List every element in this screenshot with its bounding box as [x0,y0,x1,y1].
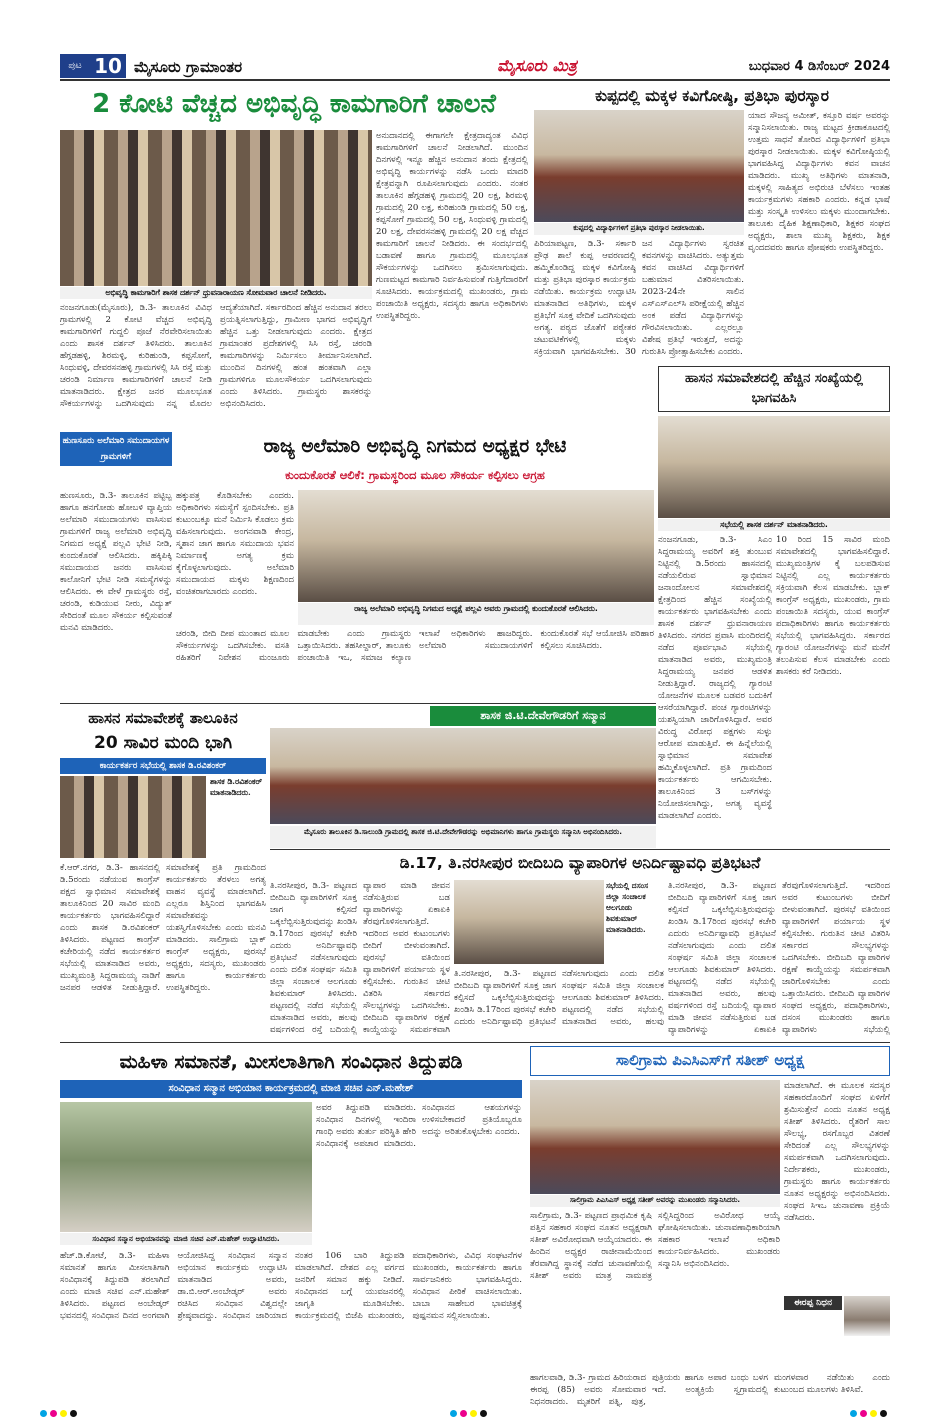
page-label: ಪುಟ [60,54,90,78]
story8-column-right: ಅವರ ತಿದ್ದುಪಡಿ ಮಾಡಿದರು. ಸಂವಿಧಾನ ದಿನಗಳಲ್ಲಿ ಇಂದಿರಾ ಗಾಂಧಿ ಅವರು ತುರ್ತು ಪರಿಸ್ಥಿತಿ ಹೇರಿ ಸಂವಿಧಾನಕ್ಕೆ ಅಪಚಾರ ಮಾಡಿದರು. ಸಂವಿಧಾನದ ಆಶಯಗಳನ್ನು ಉಳಿಸಬೇಕಾದರೆ ಪ್ರತಿಯೊಬ್ಬರೂ ಅದನ್ನು ಅರಿತುಕೊಳ್ಳಬೇಕು ಎಂದರು. [316,1103,522,1149]
story2-column-right: ಯಾದ ಸೌಜನ್ಯ ಅಮೀತ್, ಕಸ್ತೂರಿ ವರ್ಷ ಅವರನ್ನು ಸನ್ಮಾನಿಸಲಾಯಿತು. ರಾಜ್ಯ ಮಟ್ಟದ ಕ್ರೀಡಾಕೂಟದಲ್ಲಿ ಉತ್ತಮ ಸಾಧನೆ ತೋರಿದ ವಿದ್ಯಾರ್ಥಿಗಳಿಗೆ ಪ್ರತಿಭಾ ಪುರಸ್ಕಾರ ನೀಡಲಾಯಿತು. ಮಕ್ಕಳ ಕವಿಗೋಷ್ಠಿಯಲ್ಲಿ ಭಾಗವಹಿಸಿದ್ದ ವಿದ್ಯಾರ್ಥಿಗಳು ಕವನ ವಾಚನ ಮಾಡಿದರು. ಮುಖ್ಯ ಅತಿಥಿಗಳು ಮಾತನಾಡಿ, ಮಕ್ಕಳಲ್ಲಿ ಸಾಹಿತ್ಯದ ಅಭಿರುಚಿ ಬೆಳೆಸಲು ಇಂತಹ ಕಾರ್ಯಕ್ರಮಗಳು ಸಹಕಾರಿ ಎಂದರು. ಕನ್ನಡ ಭಾಷೆ ಮತ್ತು ಸಂಸ್ಕೃತಿ ಉಳಿಸಲು ಮಕ್ಕಳು ಮುಂದಾಗಬೇಕು. ತಾಲೂಕು ದೈಹಿಕ ಶಿಕ್ಷಣಾಧಿಕಾರಿ, ಶಿಕ್ಷಕರ ಸಂಘದ ಅಧ್ಯಕ್ಷರು, ಶಾಲಾ ಮುಖ್ಯ ಶಿಕ್ಷಕರು, ಶಿಕ್ಷಕ ವೃಂದದವರು ಹಾಗೂ ಪೋಷಕರು ಉಪಸ್ಥಿತರಿದ್ದರು. [748,111,890,253]
story2-body: ಪಿರಿಯಾಪಟ್ಟಣ, ಡಿ.3- ಸರ್ಕಾರಿ ಪ್ರೌಢ ಶಾಲೆ ಕುಪ್ಪ ಆವರಣದಲ್ಲಿ ಹಮ್ಮಿಕೊಂಡಿದ್ದ ಮಕ್ಕಳ ಕವಿಗೋಷ್ಠಿ ಮತ್ತು ಪ್ರತಿಭಾ ಪುರಸ್ಕಾರ ಕಾರ್ಯಕ್ರಮ ನಡೆಯಿತು. ಕಾರ್ಯಕ್ರಮ ಉದ್ಘಾಟಿಸಿ ಮಾತನಾಡಿದ ಅತಿಥಿಗಳು, ಮಕ್ಕಳ ಪ್ರತಿಭೆಗೆ ಸೂಕ್ತ ವೇದಿಕೆ ಒದಗಿಸುವುದು ಅಗತ್ಯ. ಪಠ್ಯದ ಜೊತೆಗೆ ಪಠ್ಯೇತರ ಚಟುವಟಿಕೆಗಳಲ್ಲಿ ಮಕ್ಕಳು ಸಕ್ರಿಯವಾಗಿ ಭಾಗವಹಿಸಬೇಕು. 30 ಜನ ವಿದ್ಯಾರ್ಥಿಗಳು ಸ್ವರಚಿತ ಕವನಗಳನ್ನು ವಾಚಿಸಿದರು. ಅತ್ಯುತ್ತಮ ಕವನ ವಾಚಿಸಿದ ವಿದ್ಯಾರ್ಥಿಗಳಿಗೆ ಬಹುಮಾನ ವಿತರಿಸಲಾಯಿತು. 2023-24ನೇ ಸಾಲಿನ ಎಸ್ಎಸ್ಎಲ್‌ಸಿ ಪರೀಕ್ಷೆಯಲ್ಲಿ ಹೆಚ್ಚಿನ ಅಂಕ ಪಡೆದ ವಿದ್ಯಾರ್ಥಿಗಳನ್ನು ಗೌರವಿಸಲಾಯಿತು. ಎಲ್ಲರಲ್ಲೂ ವಿಶೇಷ ಪ್ರತಿಭೆ ಇರುತ್ತದೆ, ಅದನ್ನು ಗುರುತಿಸಿ ಪ್ರೋತ್ಸಾಹಿಸಬೇಕು ಎಂದರು. [534,239,744,357]
story7-inset-caption: ಸಭೆಯಲ್ಲಿ ದಸಂಸ ಜಿಲ್ಲಾ ಸಂಚಾಲಕ ಆಲಗೂಡು ಶಿವಕುಮಾರ್ ಮಾತನಾಡಿದರು. [606,881,649,934]
story4-headline: ರಾಜ್ಯ ಅಲೆಮಾರಿ ಅಭಿವೃದ್ಧಿ ನಿಗಮದ ಅಧ್ಯಕ್ಷರ ಭೇಟಿ [263,436,567,457]
section-title: ಮೈಸೂರು ಗ್ರಾಮಾಂತರ [134,58,243,76]
story1-headline: 2 ಕೋಟಿ ವೆಚ್ಚದ ಅಭಿವೃದ್ಧಿ ಕಾಮಗಾರಿಗೆ ಚಾಲನೆ [92,89,496,119]
story2-headline: ಕುಪ್ಪದಲ್ಲಿ ಮಕ್ಕಳ ಕವಿಗೋಷ್ಠಿ, ಪ್ರತಿಭಾ ಪುರಸ್ಕಾರ [595,87,829,105]
story8-banner: ಸಂವಿಧಾನ ಸನ್ಮಾನ ಅಭಿಯಾನ ಕಾರ್ಯಕ್ರಮದಲ್ಲಿ ಮಾಜಿ ಸಚಿವ ಎನ್.ಮಹೇಶ್ [60,1080,522,1098]
story9-photo [530,1080,780,1194]
story7-body-lower: ತಿ.ನರಸೀಪುರ, ಡಿ.3- ಪಟ್ಟಣದ ಬೀದಿಬದಿ ವ್ಯಾಪಾರಿಗಳಿಗೆ ಸೂಕ್ತ ಜಾಗ ಕಲ್ಪಿಸದೆ ಒಕ್ಕಲೆಬ್ಬಿಸುತ್ತಿರುವುದನ್ನು ಖಂಡಿಸಿ ಡಿ.17ರಿಂದ ಪುರಸಭೆ ಕಚೇರಿ ಎದುರು ಅನಿರ್ದಿಷ್ಟಾವಧಿ ಪ್ರತಿಭಟನೆ ನಡೆಸಲಾಗುವುದು ಎಂದು ದಲಿತ ಸಂಘರ್ಷ ಸಮಿತಿ ಜಿಲ್ಲಾ ಸಂಚಾಲಕ ಆಲಗೂಡು ಶಿವಕುಮಾರ್ ತಿಳಿಸಿದರು. ಪಟ್ಟಣದಲ್ಲಿ ನಡೆದ ಸಭೆಯಲ್ಲಿ ಮಾತನಾಡಿದ ಅವರು, ಹಲವು [454,969,664,1027]
registration-dots-right [850,1410,900,1418]
story8-caption: ಸಂವಿಧಾನ ಸನ್ಮಾನ ಅಭಿಯಾನವನ್ನು ಮಾಜಿ ಸಚಿವ ಎನ್.ಮಹೇಶ್ ಉದ್ಘಾಟಿಸಿದರು. [60,1233,312,1245]
story1-column-right: ಅನುದಾನದಲ್ಲಿ ಈಗಾಗಲೇ ಕ್ಷೇತ್ರದಾದ್ಯಂತ ವಿವಿಧ ಕಾಮಗಾರಿಗಳಿಗೆ ಚಾಲನೆ ನೀಡಲಾಗಿದೆ. ಮುಂದಿನ ದಿನಗಳಲ್ಲಿ ಇನ್ನೂ ಹೆಚ್ಚಿನ ಅನುದಾನ ತಂದು ಕ್ಷೇತ್ರದಲ್ಲಿ ಅಭಿವೃದ್ಧಿ ಕಾರ್ಯಗಳನ್ನು ನಡೆಸಿ ಒಂದು ಮಾದರಿ ಕ್ಷೇತ್ರವನ್ನಾಗಿ ರೂಪಿಸಲಾಗುವುದು ಎಂದರು. ನಂತರ ತಾಲೂಕಿನ ಹೆಗ್ಗಡಹಳ್ಳಿ ಗ್ರಾಮದಲ್ಲಿ 20 ಲಕ್ಷ, ಶಿರಮಳ್ಳಿ ಗ್ರಾಮದಲ್ಲಿ 20 ಲಕ್ಷ, ಕುರಿಹುಂಡಿ ಗ್ರಾಮದಲ್ಲಿ 50 ಲಕ್ಷ, ಕಪ್ಪಸೋಗೆ ಗ್ರಾಮದಲ್ಲಿ 50 ಲಕ್ಷ, ಸಿಂಧುವಳ್ಳಿ ಗ್ರಾಮದಲ್ಲಿ 20 ಲಕ್ಷ, ದೇವರಸನಹಳ್ಳಿ ಗ್ರಾಮದಲ್ಲಿ 20 ಲಕ್ಷ ವೆಚ್ಚದ ಕಾಮಗಾರಿಗೆ ಚಾಲನೆ ನೀಡಿದರು. ಈ ಸಂದರ್ಭದಲ್ಲಿ ಬಡಾವಣೆ ಹಾಗೂ ಗ್ರಾಮದಲ್ಲಿ ಮೂಲಭೂತ ಸೌಕರ್ಯಗಳನ್ನು ಒದಗಿಸಲು ಶ್ರಮಿಸಲಾಗುವುದು. ಗುಣಮಟ್ಟದ ಕಾಮಗಾರಿ ನಿರ್ವಹಿಸುವಂತೆ ಗುತ್ತಿಗೆದಾರರಿಗೆ ಸೂಚಿಸಿದರು. ಕಾರ್ಯಕ್ರಮದಲ್ಲಿ ಮುಖಂಡರು, ಗ್ರಾಮ ಪಂಚಾಯಿತಿ ಅಧ್ಯಕ್ಷರು, ಸದಸ್ಯರು ಹಾಗೂ ಅಧಿಕಾರಿಗಳು ಉಪಸ್ಥಿತರಿದ್ದರು. [376,131,528,321]
story9-caption: ಸಾಲಿಗ್ರಾಮ ಪಿಎಸಿಎಸ್ ಅಧ್ಯಕ್ಷ ಸತೀಶ್ ಅವರನ್ನು ಮುಖಂಡರು ಸನ್ಮಾನಿಸಿದರು. [530,1195,780,1207]
story4-body-a: ಹುಣಸೂರು, ಡಿ.3- ತಾಲೂಕಿನ ಪಟ್ಟಿಬ್ಬ ಹಾಗೂ ಹನಗೋಡು ಹೋಬಳಿ ವ್ಯಾಪ್ತಿಯ ಅಲೆಮಾರಿ ಸಮುದಾಯಗಳು ವಾಸಿಸುವ ಗ್ರಾಮಗಳಿಗೆ ರಾಜ್ಯ ಅಲೆಮಾರಿ ಅಭಿವೃದ್ಧಿ ನಿಗಮದ ಅಧ್ಯಕ್ಷೆ ಪಲ್ಲವಿ ಭೇಟಿ ನೀಡಿ, ಕುಂದುಕೊರತೆ ಆಲಿಸಿದರು. ಹಕ್ಕಿಪಿಕ್ಕಿ ಸಮುದಾಯದ ಜನರು ವಾಸಿಸುವ ಕಾಲೋನಿಗೆ ಭೇಟಿ ನೀಡಿ ಸಮಸ್ಯೆಗಳನ್ನು ಆಲಿಸಿದರು. ಈ ವೇಳೆ ಗ್ರಾಮಸ್ಥರು ರಸ್ತೆ, ಚರಂಡಿ, ಕುಡಿಯುವ ನೀರು, ವಿದ್ಯುತ್ ಸೇರಿದಂತೆ ಮೂಲ ಸೌಕರ್ಯ ಕಲ್ಪಿಸುವಂತೆ ಮನವಿ ಮಾಡಿದರು. [60,491,172,633]
story7-photo [454,880,604,964]
story1-body: ನಂಜನಗೂಡು(ಮೈಸೂರು), ಡಿ.3- ತಾಲೂಕಿನ ವಿವಿಧ ಗ್ರಾಮಗಳಲ್ಲಿ 2 ಕೋಟಿ ವೆಚ್ಚದ ಅಭಿವೃದ್ಧಿ ಕಾಮಗಾರಿಗಳಿಗೆ ಗುದ್ದಲಿ ಪೂಜೆ ನೆರವೇರಿಸಲಾಯಿತು ಎಂದು ಶಾಸಕ ದರ್ಶನ್ ತಿಳಿಸಿದರು. ತಾಲೂಕಿನ ಹೆಗ್ಗಡಹಳ್ಳಿ, ಶಿರಮಳ್ಳಿ, ಕುರಿಹುಂಡಿ, ಕಪ್ಪಸೋಗೆ, ಸಿಂಧುವಳ್ಳಿ, ದೇವರಸನಹಳ್ಳಿ ಗ್ರಾಮಗಳಲ್ಲಿ ಸಿಸಿ ರಸ್ತೆ ಮತ್ತು ಚರಂಡಿ ನಿರ್ಮಾಣ ಕಾಮಗಾರಿಗಳಿಗೆ ಚಾಲನೆ ನೀಡಿ ಮಾತನಾಡಿದರು. ಕ್ಷೇತ್ರದ ಜನರ ಮೂಲಭೂತ ಸೌಕರ್ಯಗಳನ್ನು ಒದಗಿಸುವುದು ನನ್ನ ಮೊದಲ ಆದ್ಯತೆಯಾಗಿದೆ. ಸರ್ಕಾರದಿಂದ ಹೆಚ್ಚಿನ ಅನುದಾನ ತರಲು ಪ್ರಯತ್ನಿಸಲಾಗುತ್ತಿದ್ದು, ಗ್ರಾಮೀಣ ಭಾಗದ ಅಭಿವೃದ್ಧಿಗೆ ಹೆಚ್ಚಿನ ಒತ್ತು ನೀಡಲಾಗುವುದು ಎಂದರು. ಕ್ಷೇತ್ರದ ಗ್ರಾಮಾಂತರ ಪ್ರದೇಶಗಳಲ್ಲಿ ಸಿಸಿ ರಸ್ತೆ, ಚರಂಡಿ ಕಾಮಗಾರಿಗಳನ್ನು ನಿರ್ಮಿಸಲು ತೀರ್ಮಾನಿಸಲಾಗಿದೆ. ಮುಂದಿನ ದಿನಗಳಲ್ಲಿ ಹಂತ ಹಂತವಾಗಿ ಎಲ್ಲಾ ಗ್ರಾಮಗಳಿಗೂ ಮೂಲಸೌಕರ್ಯ ಒದಗಿಸಲಾಗುವುದು ಎಂದು ತಿಳಿಸಿದರು. ಗ್ರಾಮಸ್ಥರು ಶಾಸಕರನ್ನು ಅಭಿನಂದಿಸಿದರು. [60,303,372,409]
story1-photo [60,130,372,286]
story8-headline: ಮಹಿಳಾ ಸಮಾನತೆ, ಮೀಸಲಾತಿಗಾಗಿ ಸಂವಿಧಾನ ತಿದ್ದುಪಡಿ [119,1051,463,1073]
story5-headline-line1: ಹಾಸನ ಸಮಾವೇಶಕ್ಕೆ ತಾಲೂಕಿನ [88,709,238,727]
story9-body: ಸಾಲಿಗ್ರಾಮ, ಡಿ.3- ಪಟ್ಟಣದ ಪ್ರಾಥಮಿಕ ಕೃಷಿ ಪತ್ತಿನ ಸಹಕಾರ ಸಂಘದ ನೂತನ ಅಧ್ಯಕ್ಷರಾಗಿ ಸತೀಶ್ ಅವಿರೋಧವಾಗಿ ಆಯ್ಕೆಯಾದರು. ಈ ಹಿಂದಿನ ಅಧ್ಯಕ್ಷರ ರಾಜೀನಾಮೆಯಿಂದ ತೆರವಾಗಿದ್ದ ಸ್ಥಾನಕ್ಕೆ ನಡೆದ ಚುನಾವಣೆಯಲ್ಲಿ ಸತೀಶ್ ಅವರು ಮಾತ್ರ ನಾಮಪತ್ರ ಸಲ್ಲಿಸಿದ್ದರಿಂದ ಅವಿರೋಧ ಆಯ್ಕೆ ಘೋಷಿಸಲಾಯಿತು. ಚುನಾವಣಾಧಿಕಾರಿಯಾಗಿ ಸಹಕಾರ ಇಲಾಖೆ ಅಧಿಕಾರಿ ಕಾರ್ಯನಿರ್ವಹಿಸಿದರು. ಮುಖಂಡರು ಸನ್ಮಾನಿಸಿ ಅಭಿನಂದಿಸಿದರು. [530,1211,780,1281]
story3-headline: ಹಾಸನ ಸಮಾವೇಶದಲ್ಲಿ ಹೆಚ್ಚಿನ ಸಂಖ್ಯೆಯಲ್ಲಿ ಭಾಗವಹಿಸಿ [684,371,864,406]
story7-headline: ಡಿ.17, ತಿ.ನರಸೀಪುರ ಬೀದಿಬದಿ ವ್ಯಾಪಾರಿಗಳ ಅನಿರ್ದಿಷ್ಟಾವಧಿ ಪ್ರತಿಭಟನೆ [399,854,761,872]
story5-inset-caption: ಶಾಸಕ ಡಿ.ರವಿಶಂಕರ್ ಮಾತನಾಡಿದರು. [210,777,263,797]
registration-dots-left [40,1410,140,1418]
story9-column-right: ಮಾಡಲಾಗಿದೆ. ಈ ಮೂಲಕ ಸದಸ್ಯರ ಸಹಕಾರದೊಂದಿಗೆ ಸಂಘದ ಏಳಿಗೆಗೆ ಶ್ರಮಿಸುತ್ತೇನೆ ಎಂದು ನೂತನ ಅಧ್ಯಕ್ಷ ಸತೀಶ್ ತಿಳಿಸಿದರು. ರೈತರಿಗೆ ಸಾಲ ಸೌಲಭ್ಯ, ರಸಗೊಬ್ಬರ ವಿತರಣೆ ಸೇರಿದಂತೆ ಎಲ್ಲ ಸೌಲಭ್ಯಗಳನ್ನು ಸಮರ್ಪಕವಾಗಿ ಒದಗಿಸಲಾಗುವುದು. ನಿರ್ದೇಶಕರು, ಮುಖಂಡರು, ಗ್ರಾಮಸ್ಥರು ಹಾಗೂ ಕಾರ್ಯಕರ್ತರು ನೂತನ ಅಧ್ಯಕ್ಷರನ್ನು ಅಭಿನಂದಿಸಿದರು. ಸಂಘದ ಸಿಇಒ ಚುನಾವಣಾ ಪ್ರಕ್ರಿಯೆ ನಡೆಸಿದರು. [784,1081,890,1223]
story1-caption: ಅಭಿವೃದ್ಧಿ ಕಾಮಗಾರಿಗೆ ಶಾಸಕ ದರ್ಶನ್ ಧ್ರುವನಾರಾಯಣ ಸೋಮವಾರ ಚಾಲನೆ ನೀಡಿದರು. [60,287,372,299]
story9-headline: ಸಾಲಿಗ್ರಾಮ ಪಿಎಸಿಎಸ್‌ಗೆ ಸತೀಶ್ ಅಧ್ಯಕ್ಷ [615,1051,805,1069]
story3-caption: ಸಭೆಯಲ್ಲಿ ಶಾಸಕ ದರ್ಶನ್ ಮಾತನಾಡಿದರು. [658,519,890,531]
story6-headline: ಶಾಸಕ ಜಿ.ಟಿ.ದೇವೇಗೌಡರಿಗೆ ಸನ್ಮಾನ [430,706,656,726]
story4-caption: ರಾಜ್ಯ ಅಲೆಮಾರಿ ಅಭಿವೃದ್ಧಿ ನಿಗಮದ ಅಧ್ಯಕ್ಷೆ ಪಲ್ಲವಿ ಅವರು ಗ್ರಾಮದಲ್ಲಿ ಕುಂದುಕೊರತೆ ಆಲಿಸಿದರು. [298,603,654,625]
story8-photo [60,1102,312,1232]
page-number: 10 [90,54,126,78]
story6-photo [270,728,656,824]
registration-dots-center [450,1410,510,1418]
masthead-logo: ಮೈಸೂರು ಮಿತ್ರ [497,56,577,75]
story4-tag: ಹುಣಸೂರು ಅಲೆಮಾರಿ ಸಮುದಾಯಗಳ ಗ್ರಾಮಗಳಿಗೆ [60,432,172,466]
obituary-heading: ಈರಪ್ಪ ನಿಧನ [784,1296,842,1310]
story4-body-b: ಹಕ್ಕುಪತ್ರ ಕೊಡಿಸಬೇಕು ಎಂದರು. ಅಧಿಕಾರಿಗಳು ಸಮಸ್ಯೆಗೆ ಸ್ಪಂದಿಸಬೇಕು. ಪ್ರತಿ ಕುಟುಂಬಕ್ಕೂ ಮನೆ ನಿರ್ಮಿಸಿ ಕೊಡಲು ಕ್ರಮ ವಹಿಸಲಾಗುವುದು. ಅಂಗನವಾಡಿ ಕೇಂದ್ರ, ಸ್ಮಶಾನ ಜಾಗ ಹಾಗೂ ಸಮುದಾಯ ಭವನ ನಿರ್ಮಾಣಕ್ಕೆ ಅಗತ್ಯ ಕ್ರಮ ಕೈಗೊಳ್ಳಲಾಗುವುದು. ಅಲೆಮಾರಿ ಸಮುದಾಯದ ಮಕ್ಕಳು ಶಿಕ್ಷಣದಿಂದ ವಂಚಿತರಾಗಬಾರದು ಎಂದರು. [176,491,294,597]
story7-body-right: ತಿ.ನರಸೀಪುರ, ಡಿ.3- ಪಟ್ಟಣದ ಬೀದಿಬದಿ ವ್ಯಾಪಾರಿಗಳಿಗೆ ಸೂಕ್ತ ಜಾಗ ಕಲ್ಪಿಸದೆ ಒಕ್ಕಲೆಬ್ಬಿಸುತ್ತಿರುವುದನ್ನು ಖಂಡಿಸಿ ಡಿ.17ರಿಂದ ಪುರಸಭೆ ಕಚೇರಿ ಎದುರು ಅನಿರ್ದಿಷ್ಟಾವಧಿ ಪ್ರತಿಭಟನೆ ನಡೆಸಲಾಗುವುದು ಎಂದು ದಲಿತ ಸಂಘರ್ಷ ಸಮಿತಿ ಜಿಲ್ಲಾ ಸಂಚಾಲಕ ಆಲಗೂಡು ಶಿವಕುಮಾರ್ ತಿಳಿಸಿದರು. ಪಟ್ಟಣದಲ್ಲಿ ನಡೆದ ಸಭೆಯಲ್ಲಿ ಮಾತನಾಡಿದ ಅವರು, ಹಲವು ವರ್ಷಗಳಿಂದ ರಸ್ತೆ ಬದಿಯಲ್ಲಿ ವ್ಯಾಪಾರ ಮಾಡಿ ಜೀವನ ನಡೆಸುತ್ತಿರುವ ಬಡ ವ್ಯಾಪಾರಿಗಳನ್ನು ಏಕಾಏಕಿ ತೆರವುಗೊಳಿಸಲಾಗುತ್ತಿದೆ. ಇದರಿಂದ ಅವರ ಕುಟುಂಬಗಳು ಬೀದಿಗೆ ಬೀಳುವಂತಾಗಿದೆ. ಪುರಸಭೆ ವತಿಯಿಂದ ವ್ಯಾಪಾರಿಗಳಿಗೆ ಪರ್ಯಾಯ ಸ್ಥಳ ಕಲ್ಪಿಸಬೇಕು. ಗುರುತಿನ ಚೀಟಿ ವಿತರಿಸಿ ಸರ್ಕಾರದ ಸೌಲಭ್ಯಗಳನ್ನು ಒದಗಿಸಬೇಕು. ಬೀದಿಬದಿ ವ್ಯಾಪಾರಿಗಳ ರಕ್ಷಣೆ ಕಾಯ್ದೆಯನ್ನು ಸಮರ್ಪಕವಾಗಿ ಜಾರಿಗೊಳಿಸಬೇಕು ಎಂದು ಒತ್ತಾಯಿಸಿದರು. ಬೀದಿಬದಿ ವ್ಯಾಪಾರಿಗಳ ಸಂಘದ ಅಧ್ಯಕ್ಷರು, ಪದಾಧಿಕಾರಿಗಳು, ದಸಂಸ ಮುಖಂಡರು ಹಾಗೂ ವ್ಯಾಪಾರಿಗಳು ಸಭೆಯಲ್ಲಿ [668,881,890,1035]
story3-column-right: 10 ರಿಂದ 15 ಸಾವಿರ ಮಂದಿ ಸಮಾವೇಶದಲ್ಲಿ ಭಾಗವಹಿಸಲಿದ್ದಾರೆ. ಮುಖ್ಯಮಂತ್ರಿಗಳ ಕೈ ಬಲಪಡಿಸುವ ನಿಟ್ಟಿನಲ್ಲಿ ಎಲ್ಲ ಕಾರ್ಯಕರ್ತರು ಸಕ್ರಿಯವಾಗಿ ಕೆಲಸ ಮಾಡಬೇಕು. ಬ್ಲಾಕ್ ಕಾಂಗ್ರೆಸ್ ಅಧ್ಯಕ್ಷರು, ಮುಖಂಡರು, ಗ್ರಾಮ ಪಂಚಾಯಿತಿ ಸದಸ್ಯರು, ಯುವ ಕಾಂಗ್ರೆಸ್ ಪದಾಧಿಕಾರಿಗಳು ಹಾಗೂ ಕಾರ್ಯಕರ್ತರು ಸಭೆಯಲ್ಲಿ ಭಾಗವಹಿಸಿದ್ದರು. ಸರ್ಕಾರದ ಗ್ಯಾರಂಟಿ ಯೋಜನೆಗಳನ್ನು ಮನೆ ಮನೆಗೆ ತಲುಪಿಸುವ ಕೆಲಸ ಮಾಡಬೇಕು ಎಂದು ಶಾಸಕರು ಕರೆ ನೀಡಿದರು. [776,535,890,677]
story7-body: ತಿ.ನರಸೀಪುರ, ಡಿ.3- ಪಟ್ಟಣದ ಬೀದಿಬದಿ ವ್ಯಾಪಾರಿಗಳಿಗೆ ಸೂಕ್ತ ಜಾಗ ಕಲ್ಪಿಸದೆ ಒಕ್ಕಲೆಬ್ಬಿಸುತ್ತಿರುವುದನ್ನು ಖಂಡಿಸಿ ಡಿ.17ರಿಂದ ಪುರಸಭೆ ಕಚೇರಿ ಎದುರು ಅನಿರ್ದಿಷ್ಟಾವಧಿ ಪ್ರತಿಭಟನೆ ನಡೆಸಲಾಗುವುದು ಎಂದು ದಲಿತ ಸಂಘರ್ಷ ಸಮಿತಿ ಜಿಲ್ಲಾ ಸಂಚಾಲಕ ಆಲಗೂಡು ಶಿವಕುಮಾರ್ ತಿಳಿಸಿದರು. ಪಟ್ಟಣದಲ್ಲಿ ನಡೆದ ಸಭೆಯಲ್ಲಿ ಮಾತನಾಡಿದ ಅವರು, ಹಲವು ವರ್ಷಗಳಿಂದ ರಸ್ತೆ ಬದಿಯಲ್ಲಿ ವ್ಯಾಪಾರ ಮಾಡಿ ಜೀವನ ನಡೆಸುತ್ತಿರುವ ಬಡ ವ್ಯಾಪಾರಿಗಳನ್ನು ಏಕಾಏಕಿ ತೆರವುಗೊಳಿಸಲಾಗುತ್ತಿದೆ. ಇದರಿಂದ ಅವರ ಕುಟುಂಬಗಳು ಬೀದಿಗೆ ಬೀಳುವಂತಾಗಿದೆ. ಪುರಸಭೆ ವತಿಯಿಂದ ವ್ಯಾಪಾರಿಗಳಿಗೆ ಪರ್ಯಾಯ ಸ್ಥಳ ಕಲ್ಪಿಸಬೇಕು. ಗುರುತಿನ ಚೀಟಿ ವಿತರಿಸಿ ಸರ್ಕಾರದ ಸೌಲಭ್ಯಗಳನ್ನು ಒದಗಿಸಬೇಕು. ಬೀದಿಬದಿ ವ್ಯಾಪಾರಿಗಳ ರಕ್ಷಣೆ ಕಾಯ್ದೆಯನ್ನು ಸಮರ್ಪಕವಾಗಿ [270,881,450,1035]
story8-body: ಹೆಚ್.ಡಿ.ಕೋಟೆ, ಡಿ.3- ಮಹಿಳಾ ಸಮಾನತೆ ಹಾಗೂ ಮೀಸಲಾತಿಗಾಗಿ ಸಂವಿಧಾನಕ್ಕೆ ತಿದ್ದುಪಡಿ ತರಲಾಗಿದೆ ಎಂದು ಮಾಜಿ ಸಚಿವ ಎನ್.ಮಹೇಶ್ ತಿಳಿಸಿದರು. ಪಟ್ಟಣದ ಅಂಬೇಡ್ಕರ್ ಭವನದಲ್ಲಿ ಸಂವಿಧಾನ ದಿನದ ಅಂಗವಾಗಿ ಆಯೋಜಿಸಿದ್ದ ಸಂವಿಧಾನ ಸನ್ಮಾನ ಅಭಿಯಾನ ಕಾರ್ಯಕ್ರಮ ಉದ್ಘಾಟಿಸಿ ಮಾತನಾಡಿದ ಅವರು, ಡಾ.ಬಿ.ಆರ್.ಅಂಬೇಡ್ಕರ್ ಅವರು ರಚಿಸಿದ ಸಂವಿಧಾನ ವಿಶ್ವದಲ್ಲೇ ಶ್ರೇಷ್ಠವಾದದ್ದು. ಸಂವಿಧಾನ ಜಾರಿಯಾದ ನಂತರ 106 ಬಾರಿ ತಿದ್ದುಪಡಿ ಮಾಡಲಾಗಿದೆ. ದೇಶದ ಎಲ್ಲ ವರ್ಗದ ಜನರಿಗೆ ಸಮಾನ ಹಕ್ಕು ನೀಡಿದೆ. ಸಂವಿಧಾನದ ಬಗ್ಗೆ ಯುವಜನರಲ್ಲಿ ಜಾಗೃತಿ ಮೂಡಿಸಬೇಕು. ಕಾರ್ಯಕ್ರಮದಲ್ಲಿ ಬಿಜೆಪಿ ಮುಖಂಡರು, ಪದಾಧಿಕಾರಿಗಳು, ವಿವಿಧ ಸಂಘಟನೆಗಳ ಮುಖಂಡರು, ಕಾರ್ಯಕರ್ತರು ಹಾಗೂ ಸಾರ್ವಜನಿಕರು ಭಾಗವಹಿಸಿದ್ದರು. ಸಂವಿಧಾನ ಪೀಠಿಕೆ ವಾಚಿಸಲಾಯಿತು. ಬಾಬಾ ಸಾಹೇಬರ ಭಾವಚಿತ್ರಕ್ಕೆ ಪುಷ್ಪನಮನ ಸಲ್ಲಿಸಲಾಯಿತು. [60,1251,522,1321]
story5-banner: ಕಾರ್ಯಕರ್ತರ ಸಭೆಯಲ್ಲಿ ಶಾಸಕ ಡಿ.ರವಿಶಂಕರ್ [60,758,266,774]
lower-divider [60,1042,890,1043]
story3-photo [658,416,890,518]
obituary-box [784,1296,890,1370]
issue-date: ಬುಧವಾರ 4 ಡಿಸೆಂಬರ್ 2024 [748,59,890,74]
story4-subhead: ಕುಂದುಕೊರತೆ ಆಲಿಕೆ: ಗ್ರಾಮಸ್ಥರಿಂದ ಮೂಲ ಸೌಕರ್ಯ ಕಲ್ಪಿಸಲು ಆಗ್ರಹ [285,468,545,482]
story3-body: ನಂಜನಗೂಡು, ಡಿ.3- ಸಿಎಂ ಸಿದ್ದರಾಮಯ್ಯ ಅವರಿಗೆ ಶಕ್ತಿ ತುಂಬುವ ನಿಟ್ಟಿನಲ್ಲಿ ಡಿ.5ರಂದು ಹಾಸನದಲ್ಲಿ ನಡೆಯಲಿರುವ ಸ್ವಾಭಿಮಾನ ಜನಾಂದೋಲನ ಸಮಾವೇಶದಲ್ಲಿ ಕ್ಷೇತ್ರದಿಂದ ಹೆಚ್ಚಿನ ಸಂಖ್ಯೆಯಲ್ಲಿ ಕಾರ್ಯಕರ್ತರು ಭಾಗವಹಿಸಬೇಕು ಎಂದು ಶಾಸಕ ದರ್ಶನ್ ಧ್ರುವನಾರಾಯಣ ತಿಳಿಸಿದರು. ನಗರದ ಪ್ರವಾಸಿ ಮಂದಿರದಲ್ಲಿ ನಡೆದ ಪೂರ್ವಭಾವಿ ಸಭೆಯಲ್ಲಿ ಮಾತನಾಡಿದ ಅವರು, ಮುಖ್ಯಮಂತ್ರಿ ಸಿದ್ದರಾಮಯ್ಯ ಜನಪರ ಆಡಳಿತ ನೀಡುತ್ತಿದ್ದಾರೆ. ರಾಜ್ಯದಲ್ಲಿ ಗ್ಯಾರಂಟಿ ಯೋಜನೆಗಳ ಮೂಲಕ ಬಡವರ ಬದುಕಿಗೆ ಆಸರೆಯಾಗಿದ್ದಾರೆ. ಪಂಚ ಗ್ಯಾರಂಟಿಗಳನ್ನು ಯಶಸ್ವಿಯಾಗಿ ಜಾರಿಗೊಳಿಸಿದ್ದಾರೆ. ಅವರ ವಿರುದ್ಧ ವಿರೋಧ ಪಕ್ಷಗಳು ಸುಳ್ಳು ಆರೋಪ ಮಾಡುತ್ತಿವೆ. ಈ ಹಿನ್ನೆಲೆಯಲ್ಲಿ ಸ್ವಾಭಿಮಾನ ಸಮಾವೇಶ ಹಮ್ಮಿಕೊಳ್ಳಲಾಗಿದೆ. ಪ್ರತಿ ಗ್ರಾಮದಿಂದ ಕಾರ್ಯಕರ್ತರು ಆಗಮಿಸಬೇಕು. ತಾಲೂಕಿನಿಂದ 3 ಬಸ್‌ಗಳನ್ನು ನಿಯೋಜಿಸಲಾಗಿದ್ದು, ಅಗತ್ಯ ವ್ಯವಸ್ಥೆ ಮಾಡಲಾಗಿದೆ ಎಂದರು. [658,535,772,821]
story2-photo [534,110,744,222]
story3-headline-box [658,366,890,412]
story9-headline-box [530,1046,890,1076]
header-divider [60,79,890,81]
story4-body-c: ಚರಂಡಿ, ಬೀದಿ ದೀಪ ಮುಂತಾದ ಮೂಲ ಸೌಕರ್ಯಗಳನ್ನು ಒದಗಿಸಬೇಕು. ವಸತಿ ರಹಿತರಿಗೆ ನಿವೇಶನ ಮಂಜೂರು ಮಾಡಬೇಕು ಎಂದು ಗ್ರಾಮಸ್ಥರು ಒತ್ತಾಯಿಸಿದರು. ತಹಸೀಲ್ದಾರ್, ತಾಲೂಕು ಪಂಚಾಯಿತಿ ಇಒ, ಸಮಾಜ ಕಲ್ಯಾಣ ಇಲಾಖೆ ಅಧಿಕಾರಿಗಳು ಹಾಜರಿದ್ದರು. ಅಲೆಮಾರಿ ಸಮುದಾಯಗಳಿಗೆ ಕುಂದುಕೊರತೆ ಸಭೆ ಆಯೋಜಿಸಿ ಪರಿಹಾರ ಕಲ್ಪಿಸಲು ಸೂಚಿಸಿದರು. [176,629,654,663]
story5-headline-line2: 20 ಸಾವಿರ ಮಂದಿ ಭಾಗಿ [94,733,232,753]
obituary-body: ಹಾಗಲವಾಡಿ, ಡಿ.3- ಗ್ರಾಮದ ಹಿರಿಯರಾದ ಈರಪ್ಪ (85) ಅವರು ಸೋಮವಾರ ನಿಧನರಾದರು. ಮೃತರಿಗೆ ಪತ್ನಿ, ಪುತ್ರ, ಪುತ್ರಿಯರು ಹಾಗೂ ಅಪಾರ ಬಂಧು ಬಳಗ ಇದೆ. ಅಂತ್ಯಕ್ರಿಯೆ ಸ್ವಗ್ರಾಮದಲ್ಲಿ ಮಂಗಳವಾರ ನಡೆಯಿತು ಎಂದು ಕುಟುಂಬದ ಮೂಲಗಳು ತಿಳಿಸಿವೆ. [530,1373,890,1407]
story5-body: ಕೆ.ಆರ್.ನಗರ, ಡಿ.3- ಹಾಸನದಲ್ಲಿ ಡಿ.5ರಂದು ನಡೆಯುವ ಕಾಂಗ್ರೆಸ್ ಪಕ್ಷದ ಸ್ವಾಭಿಮಾನ ಸಮಾವೇಶಕ್ಕೆ ತಾಲೂಕಿನಿಂದ 20 ಸಾವಿರ ಮಂದಿ ಕಾರ್ಯಕರ್ತರು ಭಾಗವಹಿಸಲಿದ್ದಾರೆ ಎಂದು ಶಾಸಕ ಡಿ.ರವಿಶಂಕರ್ ತಿಳಿಸಿದರು. ಪಟ್ಟಣದ ಕಾಂಗ್ರೆಸ್ ಕಚೇರಿಯಲ್ಲಿ ನಡೆದ ಕಾರ್ಯಕರ್ತರ ಸಭೆಯಲ್ಲಿ ಮಾತನಾಡಿದ ಅವರು, ಮುಖ್ಯಮಂತ್ರಿ ಸಿದ್ದರಾಮಯ್ಯ ನಾಡಿಗೆ ಜನಪರ ಆಡಳಿತ ನೀಡುತ್ತಿದ್ದಾರೆ. ಸಮಾವೇಶಕ್ಕೆ ಪ್ರತಿ ಗ್ರಾಮದಿಂದ ಕಾರ್ಯಕರ್ತರು ತೆರಳಲು ಅಗತ್ಯ ವಾಹನ ವ್ಯವಸ್ಥೆ ಮಾಡಲಾಗಿದೆ. ಎಲ್ಲರೂ ಶಿಸ್ತಿನಿಂದ ಭಾಗವಹಿಸಿ ಸಮಾವೇಶವನ್ನು ಯಶಸ್ವಿಗೊಳಿಸಬೇಕು ಎಂದು ಮನವಿ ಮಾಡಿದರು. ಸಾಲಿಗ್ರಾಮ ಬ್ಲಾಕ್ ಕಾಂಗ್ರೆಸ್ ಅಧ್ಯಕ್ಷರು, ಪುರಸಭೆ ಅಧ್ಯಕ್ಷರು, ಸದಸ್ಯರು, ಮುಖಂಡರು ಹಾಗೂ ಕಾರ್ಯಕರ್ತರು ಉಪಸ್ಥಿತರಿದ್ದರು. [60,863,266,993]
page-header [60,54,890,78]
story5-photo [60,776,206,858]
obituary-portrait [844,1296,890,1336]
mid-divider [60,703,656,704]
story6-caption: ಮೈಸೂರು ತಾಲೂಕಿನ ಡಿ.ಸಾಲುಂಡಿ ಗ್ರಾಮದಲ್ಲಿ ಶಾಸಕ ಜಿ.ಟಿ.ದೇವೇಗೌಡರನ್ನು ಅಭಿಮಾನಿಗಳು ಹಾಗೂ ಗ್ರಾಮಸ್ಥರು ಸನ್ಮಾನಿಸಿ ಅಭಿನಂದಿಸಿದರು. [270,826,656,848]
story2-caption: ಕುಪ್ಪದಲ್ಲಿ ವಿದ್ಯಾರ್ಥಿಗಳಿಗೆ ಪ್ರತಿಭಾ ಪುರಸ್ಕಾರ ನೀಡಲಾಯಿತು. [534,223,744,235]
story4-photo [298,490,654,602]
